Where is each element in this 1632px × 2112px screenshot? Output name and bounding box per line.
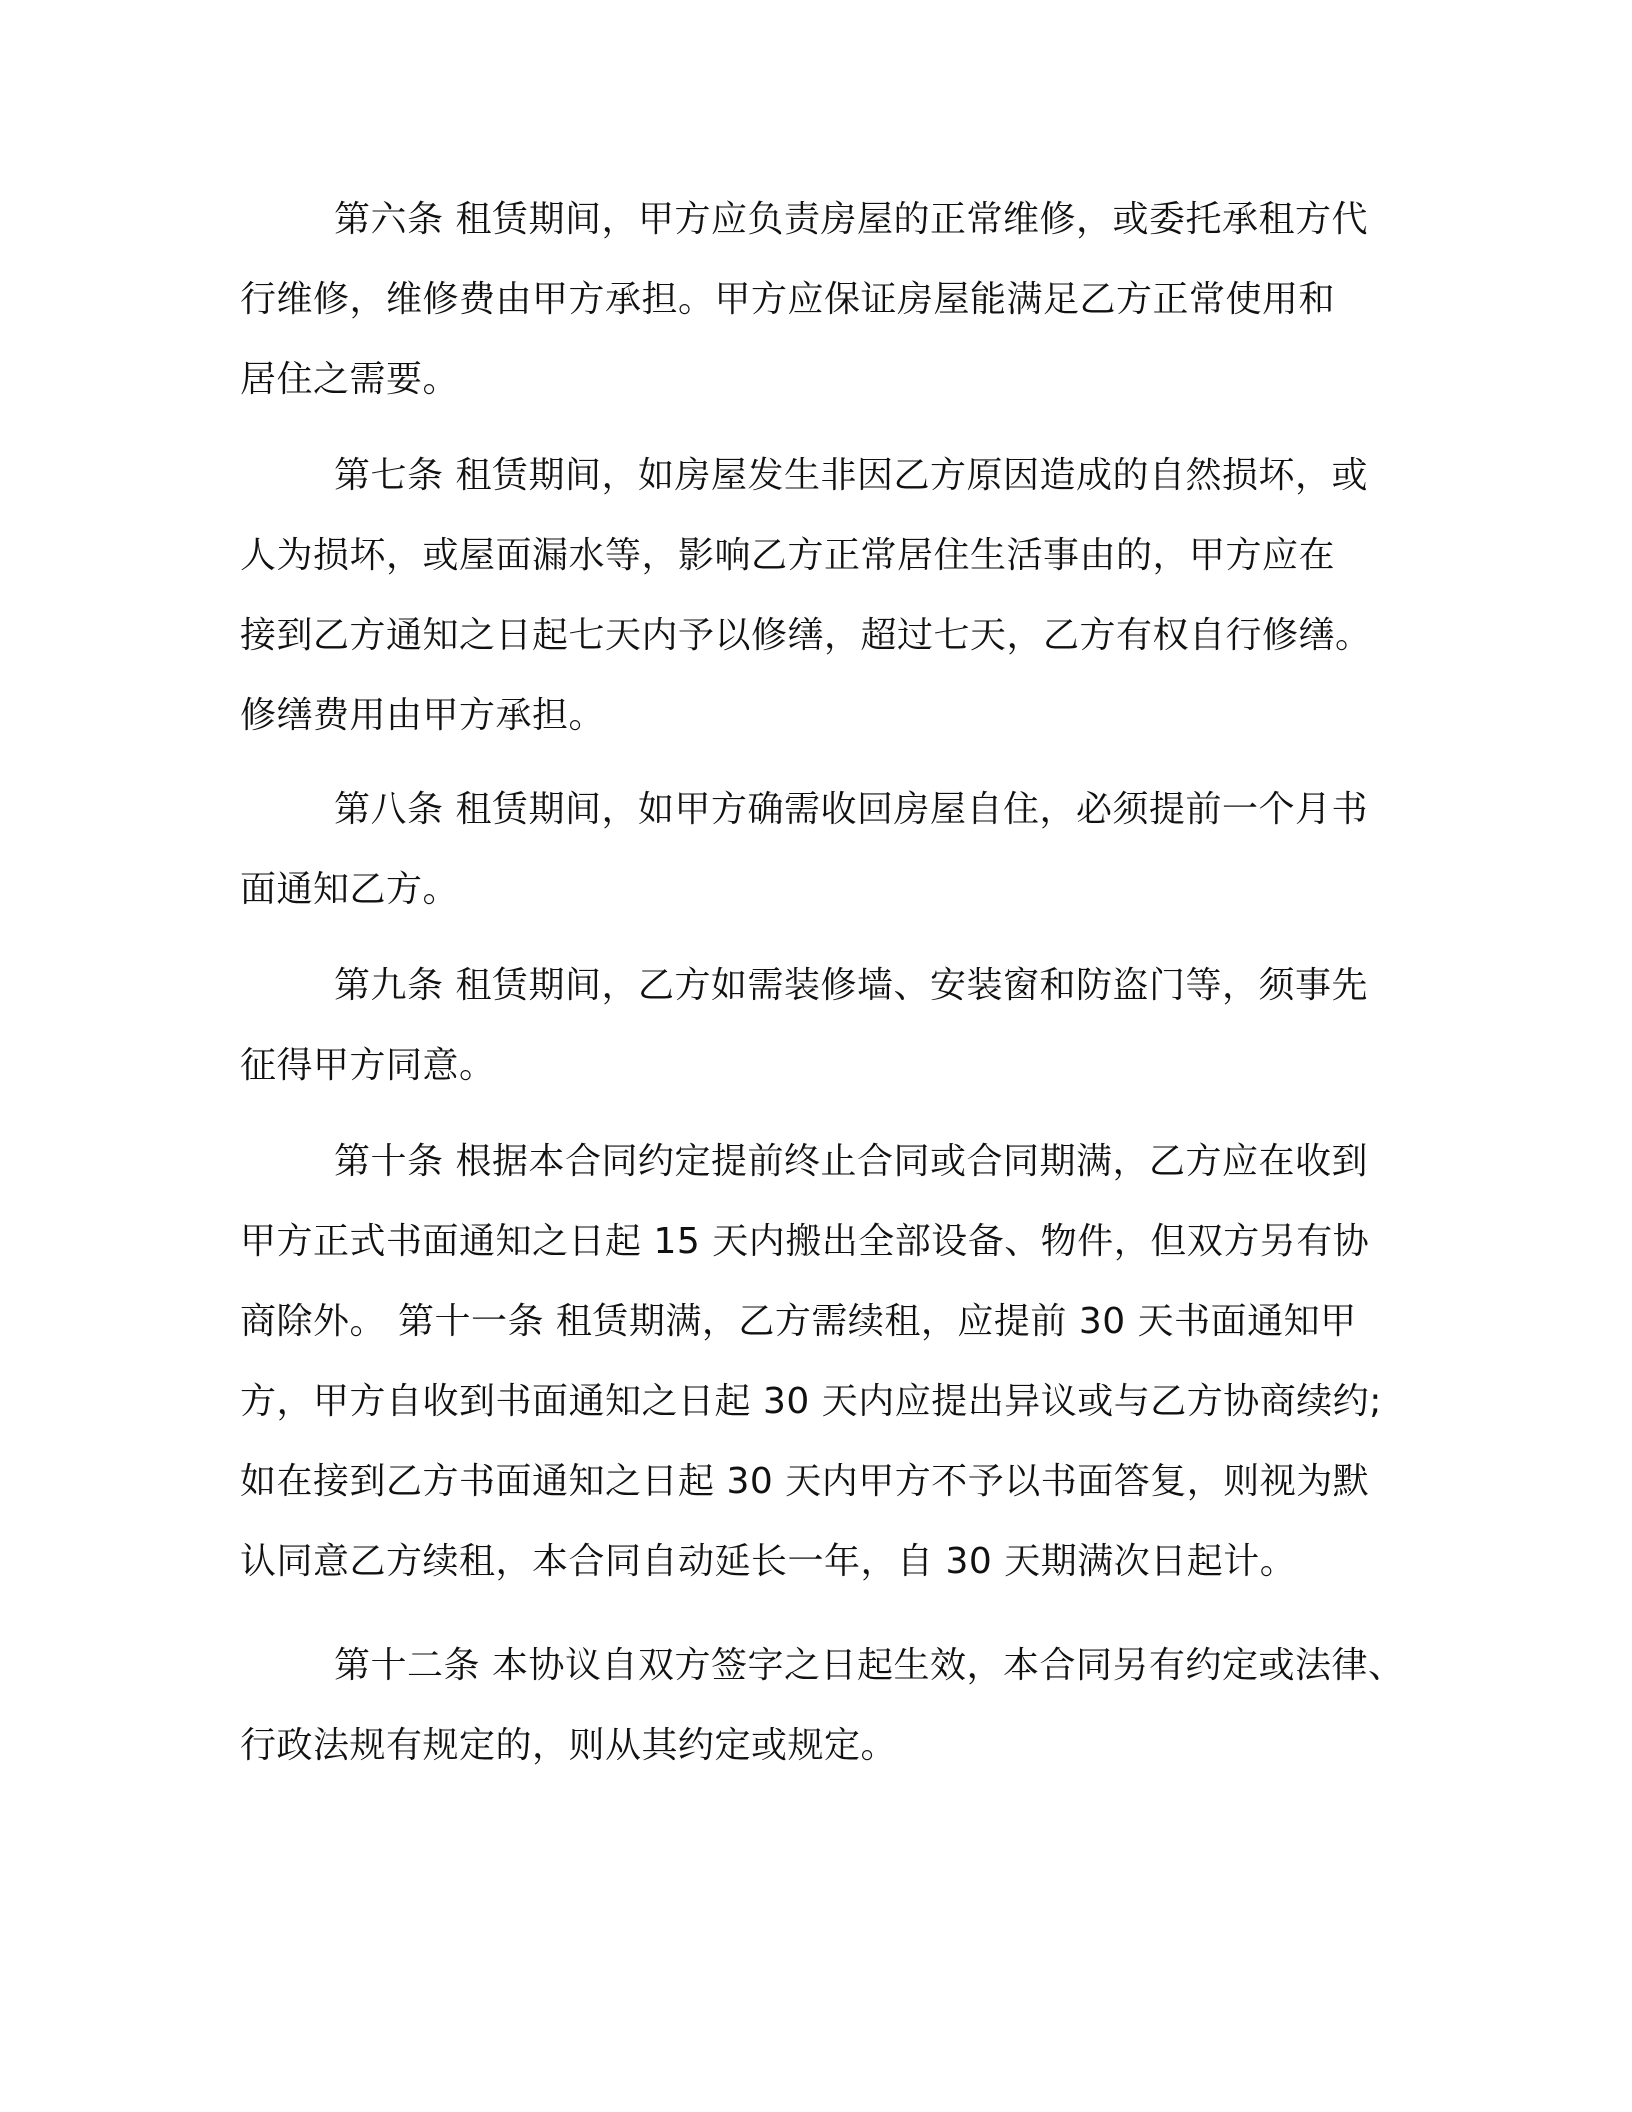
paragraph-line: 第七条 租赁期间，如房屋发生非因乙方原因造成的自然损坏，或 [334, 455, 1368, 496]
paragraph-line: 行维修，维修费由甲方承担。甲方应保证房屋能满足乙方正常使用和 [240, 279, 1336, 320]
paragraph-line: 甲方正式书面通知之日起 15 天内搬出全部设备、物件，但双方另有协 [240, 1221, 1370, 1262]
article-7-paragraph [240, 436, 1440, 756]
paragraph-line: 第十条 根据本合同约定提前终止合同或合同期满，乙方应在收到 [334, 1141, 1368, 1182]
paragraph-line: 修缮费用由甲方承担。 [240, 695, 606, 736]
article-12-paragraph [240, 1626, 1440, 1786]
paragraph-line: 面通知乙方。 [240, 869, 460, 910]
paragraph-line: 第六条 租赁期间，甲方应负责房屋的正常维修，或委托承租方代 [334, 199, 1368, 240]
article-6-paragraph [240, 180, 1440, 420]
article-8-paragraph [240, 770, 1440, 930]
paragraph-line: 认同意乙方续租，本合同自动延长一年，自 30 天期满次日起计。 [240, 1541, 1297, 1582]
paragraph-line: 征得甲方同意。 [240, 1045, 496, 1086]
paragraph-line: 如在接到乙方书面通知之日起 30 天内甲方不予以书面答复，则视为默 [240, 1461, 1370, 1502]
paragraph-line: 方，甲方自收到书面通知之日起 30 天内应提出异议或与乙方协商续约; [240, 1381, 1382, 1422]
paragraph-line: 人为损坏，或屋面漏水等，影响乙方正常居住生活事由的，甲方应在 [240, 535, 1336, 576]
paragraph-line: 行政法规有规定的，则从其约定或规定。 [240, 1725, 898, 1766]
paragraph-line: 接到乙方通知之日起七天内予以修缮，超过七天，乙方有权自行修缮。 [240, 615, 1372, 656]
paragraph-line: 第九条 租赁期间，乙方如需装修墙、安装窗和防盗门等，须事先 [334, 965, 1368, 1006]
paragraph-line: 第十二条 本协议自双方签字之日起生效，本合同另有约定或法律、 [334, 1645, 1405, 1686]
paragraph-line: 居住之需要。 [240, 359, 460, 400]
paragraph-line: 第八条 租赁期间，如甲方确需收回房屋自住，必须提前一个月书 [334, 789, 1368, 830]
paragraph-line: 商除外。 第十一条 租赁期满，乙方需续租，应提前 30 天书面通知甲 [240, 1301, 1357, 1342]
article-10-11-paragraph [240, 1122, 1440, 1602]
article-9-paragraph [240, 946, 1440, 1106]
